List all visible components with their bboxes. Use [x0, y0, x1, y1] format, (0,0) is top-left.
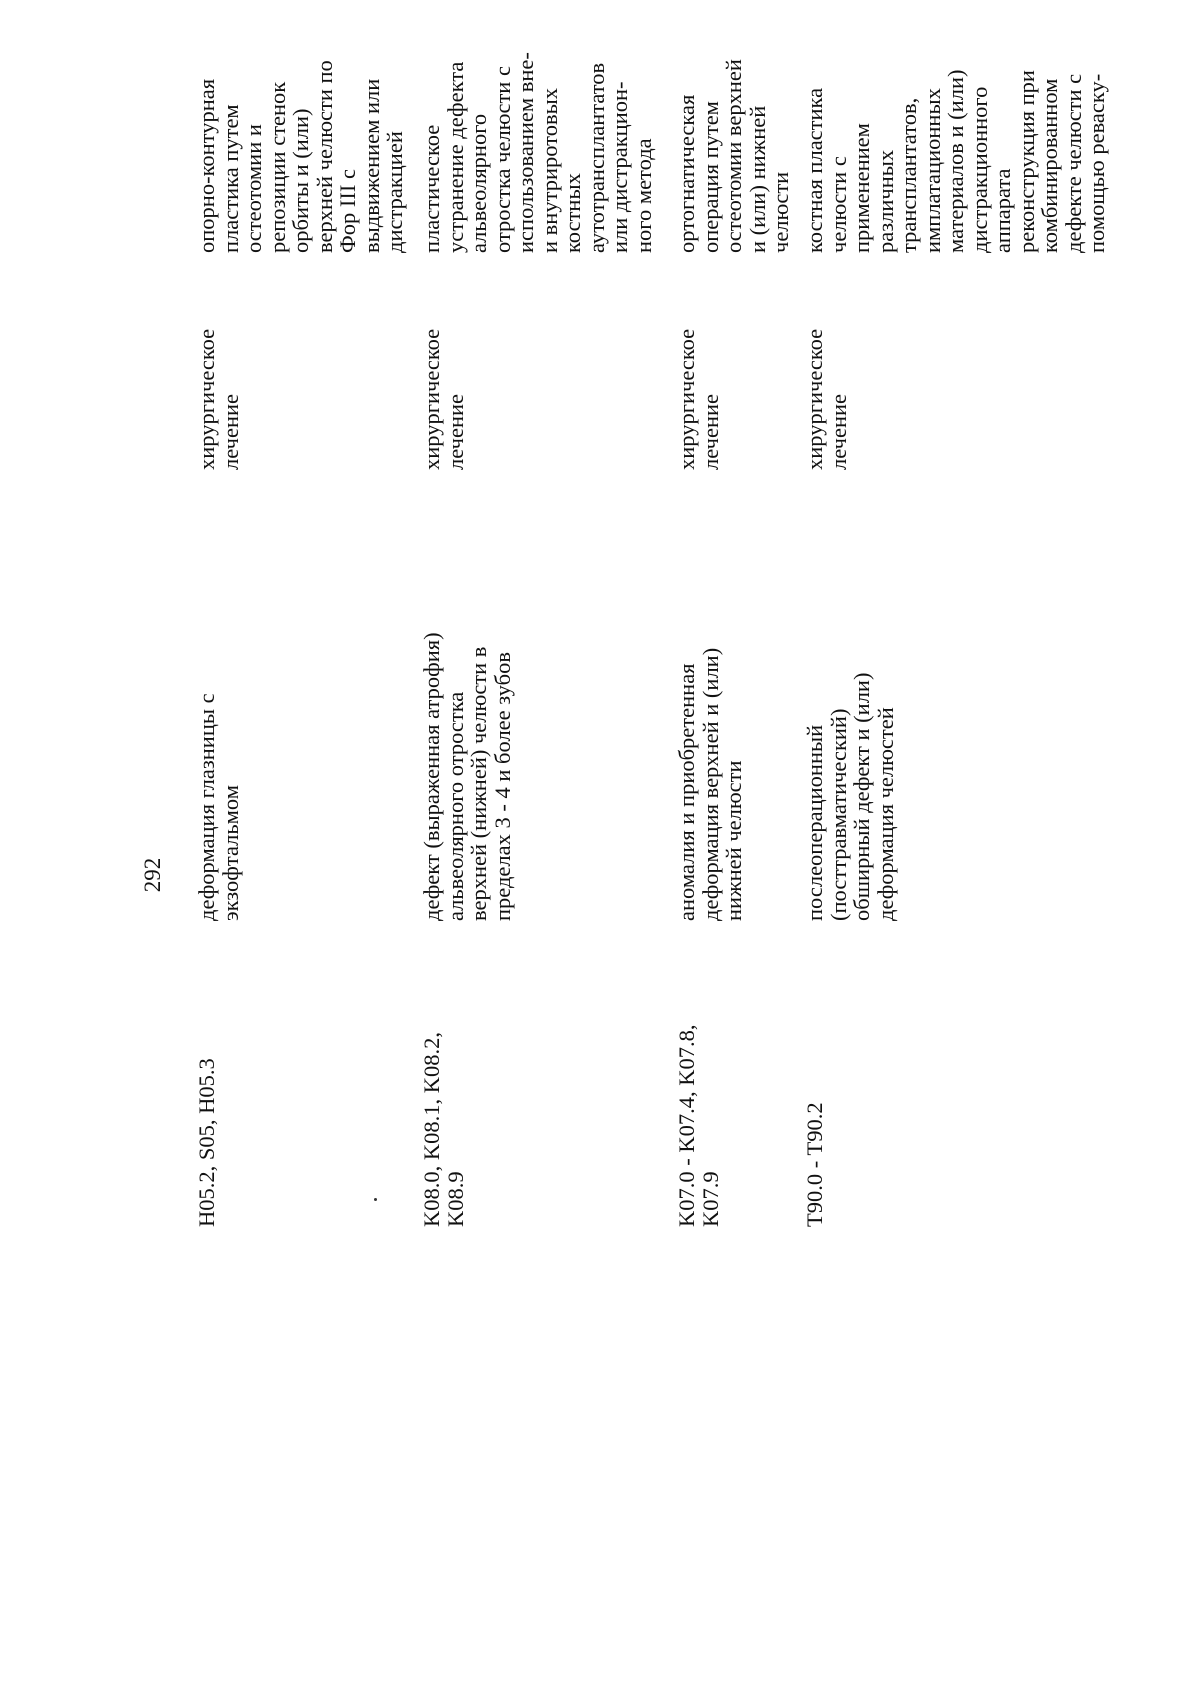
cell-line: K07.9 — [697, 1171, 723, 1227]
cell-line: орбиты и (или) — [288, 108, 313, 253]
cell-line: выдвижением или — [358, 78, 384, 253]
diagnosis-cell — [803, 673, 897, 921]
cell-line: верхней (нижней) челюсти в — [466, 646, 491, 921]
cell-line: опорно-контурная — [194, 78, 219, 253]
cell-line: и внутриротовых — [536, 88, 562, 253]
cell-line: различных — [872, 149, 898, 253]
cell-line: дистракцией — [382, 131, 407, 253]
cell-line: хирургическое — [802, 328, 827, 470]
treatment-method-cell — [675, 59, 793, 253]
cell-line: и (или) нижней — [744, 105, 770, 253]
stray-mark — [374, 1198, 377, 1201]
cell-line: пластика путем — [217, 104, 243, 253]
treatment-method-cell — [803, 70, 1109, 253]
cell-line: трансплантатов, — [896, 97, 921, 253]
cell-line: нижней челюсти — [721, 760, 746, 921]
cell-line: использованием вне- — [513, 52, 538, 253]
cell-line: хирургическое — [419, 328, 444, 470]
cell-line: деформация челюстей — [872, 707, 898, 921]
cell-line: K08.0, K08.1, K08.2, — [419, 1032, 444, 1227]
cell-line: дистракционного — [966, 86, 992, 253]
cell-line: ортогнатическая — [674, 94, 699, 253]
treatment-type-cell — [675, 329, 722, 470]
cell-line: имплатационных — [919, 88, 945, 253]
cell-line: альвеолярного отростка — [442, 691, 468, 921]
treatment-method-cell — [420, 52, 655, 253]
cell-line: хирургическое — [194, 328, 219, 470]
cell-line: Фор III с — [335, 169, 360, 253]
treatment-method-cell — [195, 60, 407, 253]
cell-line: репозиции стенок — [264, 81, 290, 253]
cell-line: деформация глазницы с — [194, 693, 219, 921]
cell-line: дефект (выраженная атрофия) — [419, 632, 444, 921]
cell-line: костных — [560, 173, 585, 253]
cell-line: операция путем — [697, 101, 723, 253]
cell-line: хирургическое — [674, 328, 699, 470]
cell-line: отростка челюсти с — [489, 66, 515, 253]
cell-line: (посттравматический) — [825, 708, 851, 921]
cell-line: остеотомии верхней — [721, 59, 746, 253]
cell-line: комбинированном — [1037, 78, 1062, 253]
diagnosis-cell — [675, 648, 746, 921]
cell-line: деформация верхней и (или) — [697, 647, 723, 921]
cell-line: лечение — [697, 393, 723, 470]
cell-line: устранение дефекта — [442, 61, 468, 253]
diagnosis-cell — [420, 632, 514, 921]
cell-line: послеоперационный — [802, 724, 827, 921]
cell-line: дефекте челюсти с — [1060, 73, 1086, 253]
cell-line: обширный дефект и (или) — [849, 672, 874, 921]
cell-line: альвеолярного — [466, 113, 491, 253]
cell-line: пределах 3 - 4 и более зубов — [489, 652, 515, 921]
treatment-type-cell — [195, 329, 242, 470]
icd-code-cell — [195, 1058, 219, 1227]
cell-line: пластическое — [419, 124, 444, 253]
cell-line: K08.9 — [442, 1171, 468, 1227]
cell-line: применением — [849, 123, 874, 253]
cell-line: материалов и (или) — [943, 69, 968, 253]
cell-line: лечение — [217, 393, 243, 470]
cell-line: или дистракцион- — [607, 81, 632, 253]
cell-line: верхней челюсти по — [311, 60, 337, 253]
cell-line: аппарата — [990, 168, 1015, 253]
cell-line: аномалия и приобретенная — [674, 663, 699, 921]
cell-line: H05.2, S05, H05.3 — [194, 1058, 219, 1227]
icd-code-cell — [675, 1025, 722, 1228]
cell-line: лечение — [442, 393, 468, 470]
diagnosis-cell — [195, 693, 242, 921]
cell-line: челюсти с — [825, 156, 851, 253]
cell-line: K07.0 - K07.4, K07.8, — [674, 1024, 699, 1227]
cell-line: ного метода — [630, 138, 656, 253]
treatment-type-cell — [803, 329, 850, 470]
cell-line: остеотомии и — [241, 124, 266, 253]
cell-line: T90.0 - T90.2 — [802, 1102, 827, 1227]
page-number: 292 — [140, 857, 165, 893]
cell-line: челюсти — [768, 171, 793, 253]
cell-line: помощью реваску- — [1084, 73, 1109, 253]
icd-code-cell — [420, 1032, 467, 1227]
icd-code-cell — [803, 1102, 827, 1227]
cell-line: костная пластика — [802, 87, 827, 253]
cell-line: экзофтальмом — [217, 785, 243, 921]
treatment-type-cell — [420, 329, 467, 470]
cell-line: реконструкция при — [1013, 70, 1039, 253]
cell-line: лечение — [825, 393, 851, 470]
cell-line: аутотрансплантатов — [583, 62, 609, 253]
